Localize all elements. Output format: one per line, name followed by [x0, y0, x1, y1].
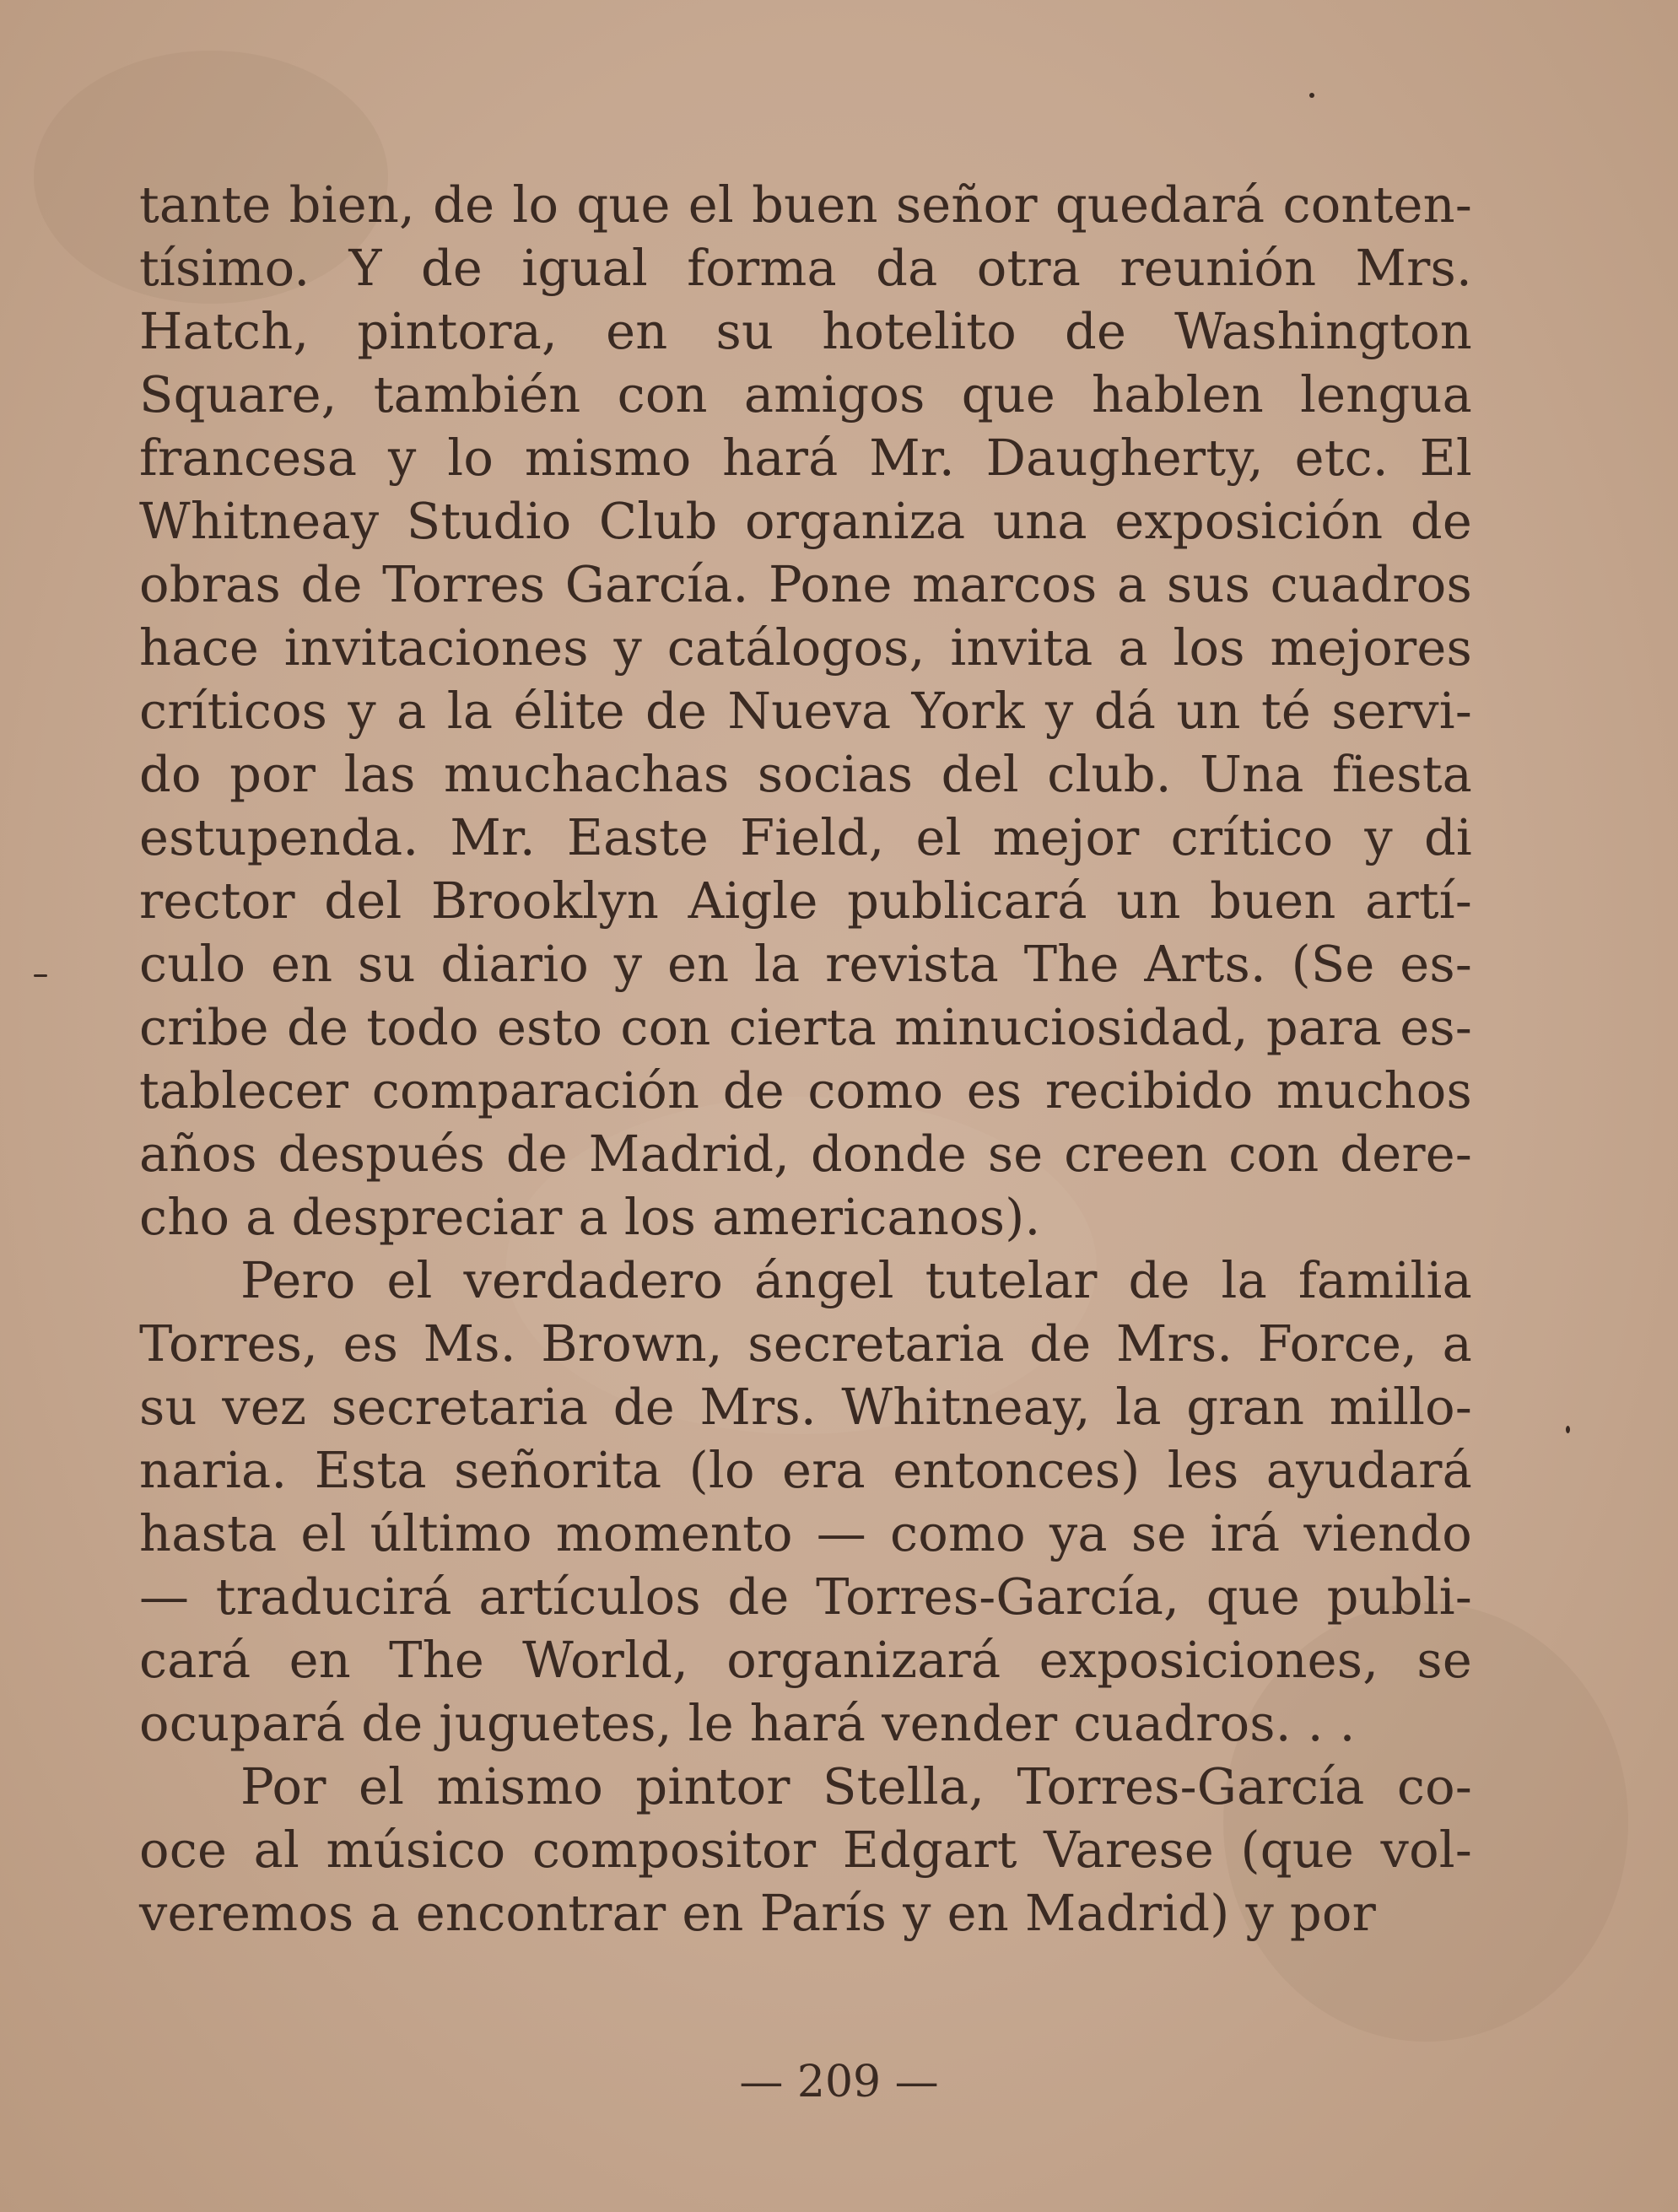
- text-line: hasta el último momento — como ya se irá viendo: [139, 1504, 1472, 1562]
- text-line: Torres, es Ms. Brown, secretaria de Mrs. Force, a: [139, 1314, 1472, 1373]
- ink-speck: [34, 974, 47, 977]
- text-line: Hatch, pintora, en su hotelito de Washington: [139, 302, 1472, 360]
- text-line: Por el mismo pintor Stella, Torres-García co-: [240, 1757, 1472, 1815]
- text-line: tísimo. Y de igual forma da otra reunión Mrs.: [139, 239, 1472, 297]
- text-line: tante bien, de lo que el buen señor quedará conten-: [139, 175, 1472, 234]
- text-line: estupenda. Mr. Easte Field, el mejor crítico y di: [139, 808, 1472, 866]
- page-number: — 209 —: [739, 2057, 939, 2107]
- text-line: Square, también con amigos que hablen lengua: [139, 365, 1472, 424]
- text-line: cará en The World, organizará exposiciones, se: [139, 1631, 1472, 1689]
- text-line: veremos a encontrar en París y en Madrid) y por: [139, 1884, 1377, 1942]
- text-line: hace invitaciones y catálogos, invita a los mejores: [139, 618, 1472, 677]
- text-line: tablecer comparación de como es recibido muchos: [139, 1061, 1472, 1119]
- ink-speck: [1309, 93, 1314, 98]
- text-line: — traducirá artículos de Torres-García, que publi-: [139, 1567, 1472, 1626]
- paragraph: [139, 173, 1472, 1249]
- text-line: cribe de todo esto con cierta minuciosidad, para es-: [139, 998, 1472, 1056]
- ink-speck: [1566, 1426, 1570, 1433]
- paragraph: [139, 1249, 1472, 1755]
- paragraph: [139, 1755, 1472, 1945]
- text-line: naria. Esta señorita (lo era entonces) les ayudará: [139, 1441, 1472, 1499]
- text-line: Whitneay Studio Club organiza una exposición de: [139, 492, 1472, 550]
- text-line: años después de Madrid, donde se creen con dere-: [139, 1125, 1472, 1183]
- text-line: do por las muchachas socias del club. Una fiesta: [139, 745, 1472, 803]
- text-line: obras de Torres García. Pone marcos a sus cuadros: [139, 555, 1472, 613]
- text-line: cho a despreciar a los americanos).: [139, 1188, 1041, 1246]
- body-text: [139, 173, 1472, 1945]
- text-line: ocupará de juguetes, le hará vender cuadros. . .: [139, 1694, 1356, 1752]
- text-line: Pero el verdadero ángel tutelar de la familia: [240, 1251, 1472, 1309]
- text-line: culo en su diario y en la revista The Arts. (Se es-: [139, 935, 1472, 993]
- text-line: oce al músico compositor Edgart Varese (que vol-: [139, 1821, 1472, 1879]
- text-line: su vez secretaria de Mrs. Whitneay, la gran millo-: [139, 1378, 1472, 1436]
- text-line: francesa y lo mismo hará Mr. Daugherty, etc. El: [139, 429, 1472, 487]
- text-line: críticos y a la élite de Nueva York y dá un té servi-: [139, 682, 1472, 740]
- text-line: rector del Brooklyn Aigle publicará un buen artí-: [139, 871, 1472, 930]
